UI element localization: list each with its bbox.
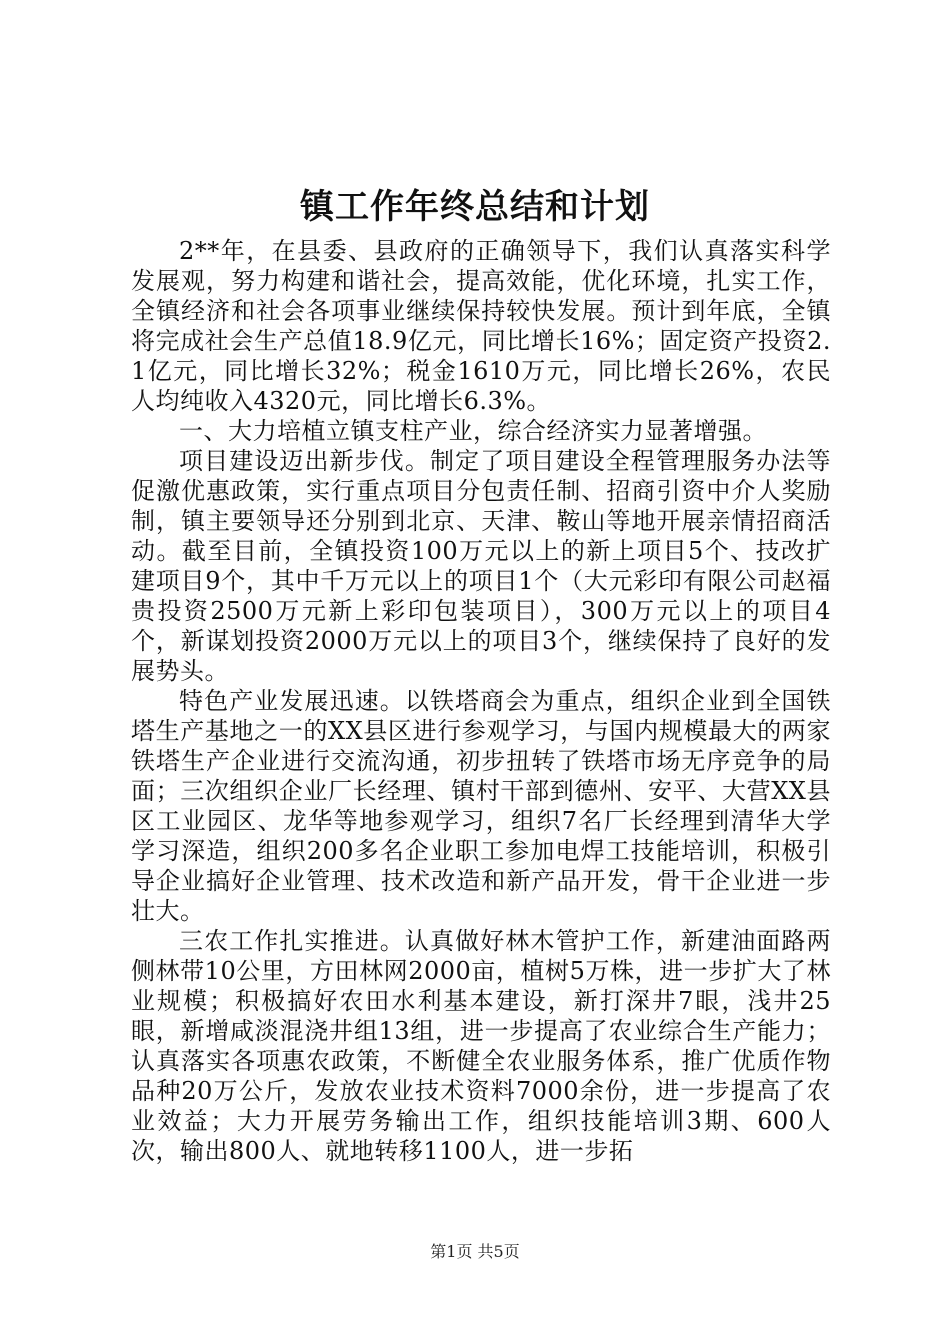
paragraph-projects: 项目建设迈出新步伐。制定了项目建设全程管理服务办法等促激优惠政策，实行重点项目分包责任制、招商引资中介人奖励制，镇主要领导还分别到北京、天津、鞍山等地开展亲情招商活动。截至目前，全镇投资100万元以上的新上项目5个、技改扩建项目9个，其中千万元以上的项目1个（大元彩印有限公司赵福贵投资2500万元新上彩印包装项目），300万元以上的项目4个，新谋划投资2000万元以上的项目3个，继续保持了良好的发展势头。 bbox=[131, 447, 831, 685]
paragraph-agriculture: 三农工作扎实推进。认真做好林木管护工作，新建油面路两侧林带10公里，方田林网2000亩，植树5万株，进一步扩大了林业规模；积极搞好农田水利基本建设，新打深井7眼，浅井25眼，新增咸淡混浇井组13组，进一步提高了农业综合生产能力；认真落实各项惠农政策，不断健全农业服务体系，推广优质作物品种20万公斤，发放农业技术资料7000余份，进一步提高了农业效益；大力开展劳务输出工作，组织技能培训3期、600人次，输出800人、就地转移1100人，进一步拓 bbox=[131, 927, 831, 1165]
paragraph-industry: 特色产业发展迅速。以铁塔商会为重点，组织企业到全国铁塔生产基地之一的XX县区进行参观学习，与国内规模最大的两家铁塔生产企业进行交流沟通，初步扭转了铁塔市场无序竞争的局面；三次组织企业厂长经理、镇村干部到德州、安平、大营XX县区工业园区、龙华等地参观学习，组织7名厂长经理到清华大学学习深造，组织200多名企业职工参加电焊工技能培训，积极引导企业搞好企业管理、技术改造和新产品开发，骨干企业进一步壮大。 bbox=[131, 687, 831, 925]
page-number-footer: 第1页 共5页 bbox=[430, 1242, 520, 1261]
paragraph-section-heading: 一、大力培植立镇支柱产业，综合经济实力显著增强。 bbox=[179, 417, 767, 445]
paragraph-intro: 2**年，在县委、县政府的正确领导下，我们认真落实科学发展观，努力构建和谐社会，提高效能，优化环境，扎实工作，全镇经济和社会各项事业继续保持较快发展。预计到年底，全镇将完成社会生产总值18.9亿元，同比增长16%；固定资产投资2.1亿元，同比增长32%；税金1610万元，同比增长26%，农民人均纯收入4320元，同比增长6.3%。 bbox=[131, 237, 831, 415]
document-title: 镇工作年终总结和计划 bbox=[300, 187, 650, 227]
document-body bbox=[131, 236, 831, 1166]
